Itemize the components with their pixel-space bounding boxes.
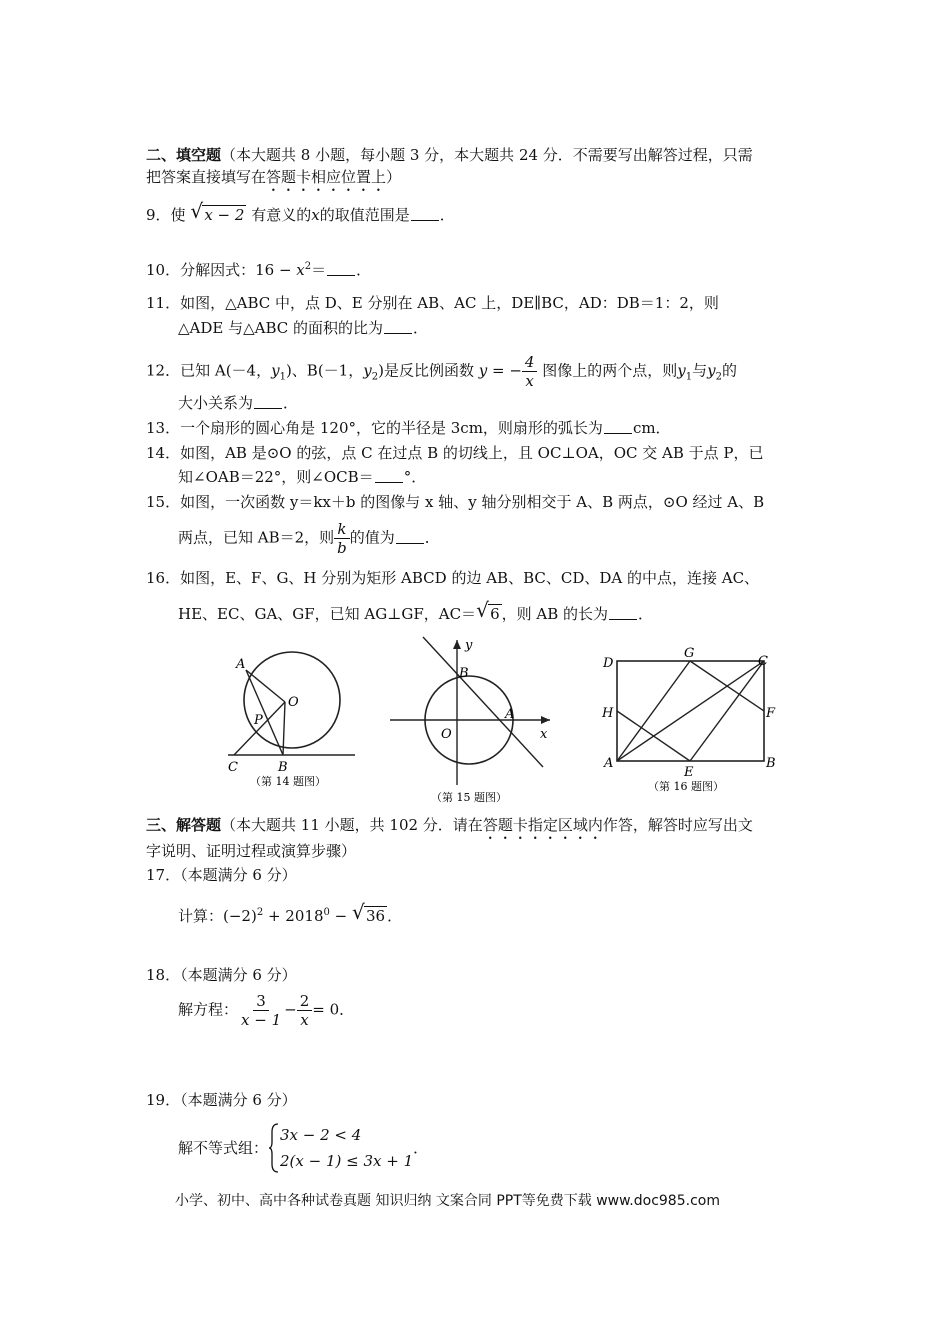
- q15-answer-blank: [396, 529, 424, 544]
- q16-radical: √ 6: [476, 598, 500, 623]
- f16-ac: [617, 661, 764, 761]
- section2-desc-2a: 把答案直接填写在: [146, 168, 267, 186]
- q9-radicand: x − 2: [204, 206, 245, 224]
- q12-text-c: )是反比例函数: [378, 361, 474, 380]
- q15-denominator: b: [337, 539, 347, 557]
- f16-label-h: H: [602, 706, 614, 721]
- q14-end: °．: [403, 468, 427, 486]
- q10-text-a: 10．分解因式：16 −: [146, 261, 297, 279]
- q9-var: x: [311, 206, 320, 224]
- q17-text-a: 计算：(−2): [178, 907, 257, 925]
- question-18-body: [178, 992, 354, 1029]
- q12-text-e: 与: [692, 361, 708, 380]
- question-18-head: 18．（本题满分 6 分）: [146, 966, 297, 984]
- q12-y1b: y: [677, 361, 686, 380]
- f14-label-o: O: [288, 695, 299, 710]
- q17-text-c: −: [329, 907, 352, 925]
- question-19-head: 19．（本题满分 6 分）: [146, 1091, 297, 1109]
- q12-numerator: 4: [522, 353, 538, 372]
- question-11: 11．如图，△ABC 中，点 D、E 分别在 AB、AC 上，DE∥BC，AD：DB＝1：2，则: [146, 294, 719, 312]
- q19-row-2: 2(x − 1) ≤ 3x + 1: [280, 1152, 414, 1170]
- q12-y2-sub: 2: [371, 371, 379, 383]
- q18-fraction-2: [297, 992, 313, 1029]
- f16-label-f: F: [766, 706, 776, 721]
- q12-y1b-sub: 1: [685, 371, 693, 383]
- f16-label-d: D: [603, 656, 614, 671]
- q12-text-a: 12．已知 A(－4，: [146, 361, 272, 380]
- q18-text-b: = 0．: [312, 1000, 355, 1019]
- question-12-line2: [178, 393, 298, 413]
- f15-label-b: B: [459, 666, 469, 681]
- q12-fraction: [522, 353, 538, 390]
- figure-15: [385, 635, 555, 805]
- q11-answer-blank: [384, 319, 412, 334]
- q12-text-f: 的: [721, 361, 737, 380]
- q12-denominator: x: [525, 372, 534, 390]
- q9-text-a: 9．使: [146, 206, 186, 224]
- figure-14: [220, 640, 360, 790]
- q12-y2b-sub: 2: [715, 371, 722, 383]
- f15-line: [423, 637, 543, 767]
- q18-minus: −: [284, 1000, 297, 1019]
- q16-text-b: ，则 AB 的长为: [501, 605, 609, 623]
- q19-end: ．: [413, 1139, 429, 1157]
- f15-label-x: x: [540, 727, 548, 742]
- q17-exp-2: 0: [323, 907, 330, 918]
- q17-radicand: 36: [365, 907, 386, 925]
- f14-oa: [246, 670, 285, 702]
- f14-oc: [234, 702, 285, 755]
- f15-label-y: y: [465, 638, 473, 653]
- section3-header-line2: 字说明、证明过程或演算步骤）: [146, 842, 357, 860]
- section2-desc-2b: 答题卡相应位置上: [266, 168, 387, 186]
- f16-ec: [690, 661, 764, 761]
- q9-text-c: 的取值范围是: [319, 206, 410, 224]
- question-13: [146, 418, 671, 438]
- q12-y1: y: [271, 361, 280, 380]
- f14-label-b: B: [278, 760, 288, 775]
- q10-text-b: ＝: [311, 261, 327, 279]
- q19-system: [178, 1122, 428, 1174]
- q9-end: ．: [439, 206, 455, 224]
- q16-end: ．: [638, 605, 654, 623]
- section3-title: 三、解答题: [146, 816, 222, 834]
- figure-16: [598, 645, 783, 795]
- q12-text-b: )、B(－1，: [285, 361, 364, 380]
- question-15: 15．如图，一次函数 y＝kx＋b 的图像与 x 轴、y 轴分别相交于 A、B 两点，⊙O 经过 A、B: [146, 493, 765, 511]
- q19-row-1: 3x − 2 < 4: [280, 1126, 362, 1144]
- question-16: 16．如图，E、F、G、H 分别为矩形 ABCD 的边 AB、BC、CD、DA 的中点，连接 AC、: [146, 569, 760, 587]
- q10-end: ．: [356, 261, 372, 279]
- f16-label-c: C: [758, 654, 768, 669]
- q9-radical: √ x − 2: [190, 199, 245, 224]
- question-14: 14．如图，AB 是⊙O 的弦，点 C 在过点 B 的切线上，且 OC⊥OA，OC 交 AB 于点 P，已: [146, 444, 764, 462]
- q18-den-1: x − 1: [241, 1011, 282, 1029]
- question-15-line2: [178, 520, 440, 557]
- q18-num-2: 2: [297, 992, 313, 1011]
- question-19-body: [178, 1122, 428, 1174]
- section3-desc-1a: （本大题共 11 小题，共 102 分．请在: [221, 816, 483, 834]
- q10-var: x: [296, 261, 305, 279]
- question-17-body: [178, 900, 403, 926]
- q13-text-a: 13．一个扇形的圆心角是 120°，它的半径是 3cm，则扇形的弧长为: [146, 419, 603, 437]
- q9-text-b: 有意义的: [251, 206, 312, 224]
- q17-radical: √ 36: [351, 900, 386, 925]
- q12-text-d: 图像上的两个点，则: [542, 361, 678, 380]
- q17-exp-1: 2: [256, 907, 264, 918]
- question-14-line2: [178, 467, 426, 487]
- f15-x-arrow: [541, 716, 550, 724]
- q12-y2: y: [363, 361, 372, 380]
- f16-ga: [617, 661, 690, 761]
- q11-text: △ADE 与△ABC 的面积的比为: [178, 319, 384, 337]
- q12-y1-sub: 1: [279, 371, 286, 383]
- f15-caption: （第 15 题图）: [431, 791, 507, 804]
- q12-function: y = −: [478, 361, 522, 380]
- question-17-head: 17．（本题满分 6 分）: [146, 866, 297, 884]
- question-16-line2: [178, 598, 654, 624]
- q12-y2b: y: [707, 361, 716, 380]
- q19-text-a: 解不等式组：: [178, 1139, 269, 1157]
- q15-fraction: [334, 520, 350, 557]
- q18-text-a: 解方程：: [178, 1000, 239, 1019]
- q18-den-2: x: [300, 1011, 309, 1029]
- section2-desc-1: （本大题共 8 小题，每小题 3 分，本大题共 24 分．不需要写出解答过程，只需: [221, 146, 753, 164]
- section3-desc-1b: 答题卡指定区域内: [482, 816, 603, 834]
- f14-label-c: C: [228, 760, 238, 775]
- q16-radicand: 6: [490, 605, 500, 623]
- f14-label-p: P: [254, 713, 263, 728]
- q12-end: ．: [283, 394, 299, 412]
- q10-exponent: 2: [304, 261, 312, 272]
- f15-label-a: A: [505, 707, 515, 722]
- section3-header: [146, 815, 753, 843]
- q14-text: 知∠OAB＝22°，则∠OCB＝: [178, 468, 374, 486]
- q17-text-b: + 2018: [263, 907, 324, 925]
- section2-header: [146, 145, 753, 165]
- question-12: [146, 353, 737, 390]
- q19-rows: [280, 1122, 413, 1174]
- q16-answer-blank: [609, 605, 637, 620]
- f16-caption: （第 16 题图）: [648, 780, 724, 793]
- q18-fraction-1: [238, 992, 284, 1029]
- section2-header-line2: [146, 167, 401, 195]
- q15-end: ．: [424, 528, 440, 547]
- q15-numerator: k: [334, 520, 349, 539]
- question-9: [146, 199, 455, 225]
- q10-answer-blank: [327, 261, 355, 276]
- q12-text-l2: 大小关系为: [178, 394, 254, 412]
- question-10: [146, 257, 371, 280]
- q15-text-b: 的值为: [349, 528, 395, 547]
- f14-caption: （第 14 题图）: [250, 775, 326, 788]
- q12-answer-blank: [254, 394, 282, 409]
- f16-label-a: A: [604, 756, 614, 771]
- section2-desc-2c: ）: [386, 168, 402, 186]
- q13-answer-blank: [604, 419, 632, 434]
- question-11-line2: [178, 318, 428, 338]
- q14-answer-blank: [375, 468, 403, 483]
- q17-end: ．: [387, 907, 403, 925]
- f16-label-b: B: [766, 756, 776, 771]
- q15-text-a: 两点，已知 AB＝2，则: [178, 528, 335, 547]
- q13-text-b: cm．: [632, 419, 671, 437]
- q9-answer-blank: [411, 206, 439, 221]
- f16-label-e: E: [684, 765, 694, 780]
- q18-num-1: 3: [253, 992, 269, 1011]
- f16-label-g: G: [684, 646, 695, 661]
- f15-y-arrow: [453, 640, 461, 649]
- q11-end: ．: [413, 319, 429, 337]
- section3-desc-1c: 作答，解答时应写出文: [602, 816, 753, 834]
- section2-title: 二、填空题: [146, 146, 222, 164]
- f14-label-a: A: [236, 657, 246, 672]
- f14-chord-ab: [246, 670, 283, 755]
- f15-label-o: O: [441, 727, 452, 742]
- q16-text-a: HE、EC、GA、GF，已知 AG⊥GF，AC＝: [178, 605, 477, 623]
- footer-ad: 小学、初中、高中各种试卷真题 知识归纳 文案合同 PPT等免费下载 www.doc985.com: [175, 1193, 720, 1209]
- q19-brace: [268, 1122, 280, 1174]
